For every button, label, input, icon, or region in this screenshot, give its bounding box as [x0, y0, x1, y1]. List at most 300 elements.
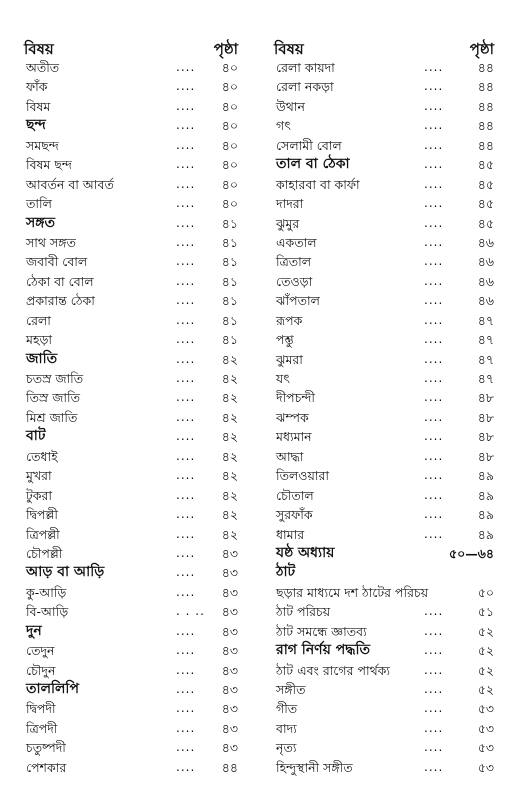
toc-entry [274, 447, 494, 466]
entry-page: ৪৪ [477, 98, 494, 114]
toc-entry [24, 544, 238, 563]
entry-title: তেদুন [26, 643, 55, 659]
entry-page: ৪১ [221, 215, 238, 231]
entry-title: মুখরা [26, 468, 52, 484]
leader-dots: .... [424, 137, 444, 152]
leader-dots: .... [176, 643, 196, 658]
toc-entry [274, 58, 494, 77]
entry-title: মিশ্র জাতি [26, 409, 78, 425]
leader-dots: .... [424, 196, 444, 211]
column-header [274, 36, 494, 58]
toc-entry [24, 136, 238, 155]
toc-entry [274, 369, 494, 388]
entry-page: ৫০ [477, 584, 494, 600]
entry-page: ৫০—৬৪ [449, 545, 494, 561]
leader-dots: .... [424, 332, 444, 347]
toc-list [274, 58, 494, 777]
toc-entry [274, 311, 494, 330]
entry-title: নৃত্য [276, 740, 297, 756]
entry-page: ৫৩ [477, 759, 494, 775]
entry-title: পশ্তু [276, 332, 294, 348]
entry-page: ৪৭ [477, 371, 494, 386]
entry-page: ৪৯ [477, 468, 494, 484]
entry-page: ৪০ [221, 176, 238, 192]
entry-page: ৪৩ [221, 643, 238, 659]
entry-title: মধ্যমান [276, 429, 312, 445]
header-page: পৃষ্ঠা [213, 40, 238, 58]
leader-dots: .... [424, 157, 444, 172]
leader-dots: .... [176, 448, 196, 463]
column-header [24, 36, 238, 58]
entry-title: বাট [26, 428, 46, 445]
toc-entry [24, 408, 238, 427]
toc-entry [24, 97, 238, 116]
leader-dots: .... [176, 118, 196, 133]
leader-dots: .... [176, 545, 196, 560]
entry-title: কাহারবা বা কার্ফা [276, 176, 360, 192]
entry-page: ৪৮ [477, 448, 494, 464]
toc-entry [24, 622, 238, 641]
entry-title: ঝম্পক [276, 409, 309, 425]
entry-title: পেশকার [26, 759, 67, 775]
entry-title: চৌদুন [26, 662, 56, 678]
toc-entry [24, 272, 238, 291]
leader-dots: .... [176, 293, 196, 308]
entry-page: ৪৬ [477, 293, 494, 309]
toc-entry [24, 252, 238, 271]
toc-entry [274, 641, 494, 660]
leader-dots: .... [424, 429, 444, 444]
toc-entry [274, 699, 494, 718]
leader-dots: .... [424, 604, 444, 619]
leader-dots: .... [176, 584, 196, 599]
entry-page: ৪১ [221, 312, 238, 328]
entry-page: ৪৪ [221, 759, 238, 775]
entry-page: ৪৩ [221, 662, 238, 678]
toc-entry [274, 758, 494, 777]
toc-entry [274, 116, 494, 135]
entry-page: ৪০ [221, 60, 238, 75]
entry-title: রেলা [26, 312, 51, 328]
leader-dots: .... [424, 740, 444, 755]
entry-page: ৪২ [221, 371, 238, 386]
toc-entry [274, 136, 494, 155]
header-subject: বিষয় [24, 40, 54, 58]
toc-entry [24, 175, 238, 194]
entry-title: ঠাট সমন্ধে জ্ঞাতব্য [276, 623, 367, 639]
entry-title: প্রকারান্ত ঠেকা [26, 293, 95, 309]
entry-title: বিষম ছন্দ [26, 157, 72, 173]
leader-dots: .... [424, 409, 444, 424]
leader-dots: .... [176, 487, 196, 502]
entry-page: ৪৪ [477, 137, 494, 153]
entry-page: ৫১ [477, 604, 494, 620]
entry-page: ৪২ [221, 507, 238, 523]
entry-title: অতীত [26, 60, 60, 75]
entry-page: ৪৪ [477, 60, 494, 75]
leader-dots: .... [176, 759, 196, 774]
leader-dots: .... [176, 351, 196, 366]
leader-dots: .... [424, 643, 444, 658]
leader-dots: .... [424, 487, 444, 502]
leader-dots: .... [424, 390, 444, 405]
leader-dots: .... [176, 526, 196, 541]
entry-page: ৫২ [477, 662, 494, 678]
entry-title: ঠাট [276, 564, 296, 581]
entry-page: ৪৬ [477, 234, 494, 250]
entry-title: ঠাট পরিচয় [276, 604, 331, 620]
entry-title: আবর্তন বা আবর্ত [26, 176, 114, 192]
leader-dots: .... [424, 273, 444, 288]
entry-page: ৪৫ [477, 196, 494, 212]
toc-entry [24, 233, 238, 252]
entry-title: ঝুমরা [276, 351, 303, 367]
toc-entry [24, 563, 238, 582]
toc-entry [24, 680, 238, 699]
leader-dots: .... [176, 312, 196, 327]
leader-dots: .... [176, 137, 196, 152]
toc-entry [274, 602, 494, 621]
entry-page: ৪২ [221, 390, 238, 406]
leader-dots: .... [176, 196, 196, 211]
entry-page: ৪২ [221, 429, 238, 445]
leader-dots: .... [424, 371, 444, 385]
toc-entry [274, 350, 494, 369]
toc-entry [274, 544, 494, 563]
entry-page: ৫৩ [477, 720, 494, 736]
header-subject: বিষয় [274, 40, 304, 58]
toc-page [24, 36, 494, 781]
entry-page: ৫২ [477, 643, 494, 659]
toc-entry [24, 427, 238, 446]
entry-title: সুরফাঁক [276, 507, 313, 523]
entry-page: ৪৩ [221, 623, 238, 639]
leader-dots: .... [176, 215, 196, 230]
entry-title: ধামার [276, 526, 305, 542]
entry-title: চতস্র জাতি [26, 371, 84, 386]
entry-page: ৫৩ [477, 701, 494, 717]
entry-page: ৪০ [221, 79, 238, 95]
entry-title: ফাঁক [26, 79, 48, 95]
toc-column-right [274, 36, 494, 781]
toc-entry [24, 116, 238, 135]
leader-dots: .... [176, 176, 196, 191]
toc-entry [274, 214, 494, 233]
leader-dots: .... [424, 293, 444, 308]
entry-page: ৪৫ [477, 215, 494, 231]
entry-title: দ্বিপদী [26, 701, 56, 717]
entry-page: ৪৬ [477, 254, 494, 270]
leader-dots: .... [424, 682, 444, 696]
toc-entry [274, 77, 494, 96]
leader-dots: .... [176, 429, 196, 444]
entry-page: ৪১ [221, 332, 238, 348]
leader-dots: .... [176, 79, 196, 94]
entry-page: ৪৪ [477, 118, 494, 134]
entry-title: উথান [276, 98, 305, 114]
leader-dots: .... [424, 60, 444, 74]
toc-entry [24, 641, 238, 660]
leader-dots: .... [176, 371, 196, 385]
toc-entry [24, 505, 238, 524]
entry-page: ৪২ [221, 409, 238, 425]
leader-dots: .... [176, 565, 196, 580]
entry-title: দাদরা [276, 196, 304, 212]
entry-title: চৌতাল [276, 487, 314, 503]
toc-entry [24, 719, 238, 738]
toc-entry [274, 505, 494, 524]
entry-page: ৪৩ [221, 682, 238, 697]
toc-entry [274, 719, 494, 738]
leader-dots: .... [176, 157, 196, 172]
leader-dots: .... [176, 98, 196, 113]
leader-dots: .... [424, 720, 444, 735]
entry-page: ৪৩ [221, 584, 238, 600]
leader-dots: .... [176, 409, 196, 424]
entry-title: রাগ নির্ণয় পদ্ধতি [276, 642, 371, 659]
entry-page: ৪৭ [477, 351, 494, 367]
toc-entry [24, 758, 238, 777]
leader-dots: .... [424, 215, 444, 230]
entry-page: ৪৪ [477, 79, 494, 95]
leader-dots: .... [176, 682, 196, 696]
entry-title: বিষম [26, 98, 51, 114]
toc-entry [24, 155, 238, 174]
entry-page: ৪৫ [477, 157, 494, 173]
toc-list [24, 58, 238, 777]
toc-entry [274, 408, 494, 427]
leader-dots: .... [424, 79, 444, 94]
toc-entry [274, 291, 494, 310]
toc-entry [274, 97, 494, 116]
toc-entry [274, 252, 494, 271]
entry-title: তেধাই [26, 448, 58, 464]
entry-page: ৪৩ [221, 604, 238, 620]
entry-title: জাতি [26, 350, 58, 367]
entry-title: তিস্র জাতি [26, 390, 80, 406]
leader-dots: .... [424, 507, 444, 522]
entry-page: ৪৯ [477, 487, 494, 503]
entry-title: সেলামী বোল [276, 137, 342, 153]
toc-entry [274, 233, 494, 252]
entry-page: ৪২ [221, 448, 238, 464]
entry-title: রূপক [276, 312, 303, 328]
toc-entry [274, 680, 494, 699]
entry-title: বি-আড়ি [26, 604, 69, 620]
entry-page: ৪১ [221, 234, 238, 250]
toc-entry [24, 699, 238, 718]
leader-dots: .... [424, 254, 444, 269]
toc-entry [274, 661, 494, 680]
entry-page: ৪২ [221, 526, 238, 542]
leader-dots: .... [176, 390, 196, 405]
entry-title: জবাবী বোল [26, 254, 88, 270]
leader-dots: .... [424, 448, 444, 463]
entry-title: বাদ্য [276, 720, 297, 736]
entry-title: ছড়ার মাধ্যমে দশ ঠাটের পরিচয় [276, 584, 429, 600]
leader-dots: .... [424, 759, 444, 774]
leader-dots: . . .. [176, 604, 205, 619]
entry-title: হিন্দুস্থানী সঙ্গীত [276, 759, 353, 775]
entry-title: চৌপল্লী [26, 545, 63, 561]
entry-title: যৎ [276, 371, 290, 386]
entry-page: ৫৩ [477, 740, 494, 756]
entry-title: আদ্ধা [276, 448, 304, 464]
toc-entry [24, 583, 238, 602]
entry-title: সঙ্গত [26, 214, 56, 231]
toc-entry [274, 155, 494, 174]
entry-page: ৪৩ [221, 545, 238, 561]
entry-title: ত্রিপল্লী [26, 526, 60, 542]
entry-page: ৪৮ [477, 390, 494, 406]
header-page: পৃষ্ঠা [469, 40, 494, 58]
toc-entry [24, 602, 238, 621]
toc-entry [24, 77, 238, 96]
leader-dots: .... [176, 623, 196, 638]
entry-title: সঙ্গীত [276, 682, 306, 697]
toc-entry [24, 466, 238, 485]
entry-page: ৪৩ [221, 701, 238, 717]
toc-entry [274, 622, 494, 641]
leader-dots: .... [424, 623, 444, 638]
toc-column-left [24, 36, 238, 781]
toc-entry [274, 330, 494, 349]
entry-title: যষ্ঠ অধ্যায় [276, 544, 335, 561]
entry-page: ৪০ [221, 157, 238, 173]
toc-entry [274, 427, 494, 446]
entry-title: ঠেকা বা বোল [26, 273, 94, 289]
leader-dots: .... [424, 118, 444, 133]
entry-page: ৪৮ [477, 409, 494, 425]
entry-title: ঠাট এবং রাগের পার্থক্য [276, 662, 391, 678]
entry-title: আড় বা আড়ি [26, 564, 105, 581]
toc-entry [24, 58, 238, 77]
leader-dots: .... [176, 720, 196, 735]
entry-title: তাল বা ঠেকা [276, 156, 350, 173]
leader-dots: .... [176, 60, 196, 74]
leader-dots: .... [424, 176, 444, 191]
toc-entry [274, 194, 494, 213]
entry-title: দুন [26, 622, 42, 639]
toc-entry [24, 447, 238, 466]
entry-title: ঝুমুর [276, 215, 300, 231]
entry-page: ৪২ [221, 351, 238, 367]
entry-title: তালি [26, 196, 52, 212]
toc-entry [24, 350, 238, 369]
entry-page: ৪০ [221, 118, 238, 134]
toc-entry [274, 525, 494, 544]
entry-title: তাললিপি [26, 681, 79, 697]
leader-dots: .... [176, 662, 196, 677]
entry-title: ঝাঁপতাল [276, 293, 320, 309]
toc-entry [274, 388, 494, 407]
entry-page: ৪৮ [477, 429, 494, 445]
toc-entry [24, 194, 238, 213]
entry-page: ৪৫ [477, 176, 494, 192]
entry-title: ত্রিপদী [26, 720, 58, 736]
leader-dots: .... [424, 526, 444, 541]
entry-title: গৎ [276, 118, 291, 134]
entry-page: ৪২ [221, 487, 238, 503]
entry-title: টুকরা [26, 487, 53, 503]
toc-entry [274, 738, 494, 757]
toc-entry [24, 525, 238, 544]
entry-page: ৫২ [477, 682, 494, 697]
toc-entry [274, 583, 494, 602]
entry-page: ৪৯ [477, 507, 494, 523]
entry-title: রেলা কায়দা [276, 60, 335, 75]
leader-dots: .... [424, 662, 444, 677]
entry-title: রেলা নকড়া [276, 79, 334, 95]
leader-dots: .... [176, 507, 196, 522]
entry-page: ৪১ [221, 293, 238, 309]
toc-entry [24, 214, 238, 233]
entry-page: ৪৩ [221, 565, 238, 581]
entry-page: ৪০ [221, 196, 238, 212]
entry-title: ত্রিতাল [276, 254, 312, 270]
entry-title: দীপচন্দী [276, 390, 315, 406]
entry-title: তেওড়া [276, 273, 313, 289]
leader-dots: .... [424, 468, 444, 483]
leader-dots: .... [424, 234, 444, 249]
toc-entry [24, 738, 238, 757]
toc-entry [274, 466, 494, 485]
entry-page: ৪৩ [221, 740, 238, 756]
toc-entry [274, 175, 494, 194]
toc-entry [274, 563, 494, 582]
toc-entry [274, 486, 494, 505]
toc-entry [24, 388, 238, 407]
entry-page: ৪০ [221, 137, 238, 153]
entry-page: ৪৭ [477, 312, 494, 328]
entry-page: ৪৩ [221, 720, 238, 736]
entry-title: গীত [276, 701, 298, 717]
entry-title: দ্বিপল্লী [26, 507, 58, 523]
entry-page: ৪৬ [477, 273, 494, 289]
entry-page: ৪১ [221, 254, 238, 270]
leader-dots: .... [176, 701, 196, 716]
entry-title: সমছন্দ [26, 137, 59, 153]
toc-entry [274, 272, 494, 291]
entry-title: ছন্দ [26, 117, 46, 134]
entry-title: তিলওয়ারা [276, 468, 329, 484]
toc-entry [24, 369, 238, 388]
leader-dots: .... [424, 98, 444, 113]
entry-title: কু-আড়ি [26, 584, 67, 600]
entry-title: চতুষ্পদী [26, 740, 66, 756]
leader-dots: .... [176, 468, 196, 483]
toc-entry [24, 486, 238, 505]
entry-page: ৪৭ [477, 332, 494, 348]
leader-dots: .... [176, 332, 196, 347]
leader-dots: .... [176, 234, 196, 249]
entry-page: ৪০ [221, 98, 238, 114]
toc-entry [24, 330, 238, 349]
leader-dots: .... [424, 312, 444, 327]
leader-dots: .... [424, 701, 444, 716]
entry-page: ৪৯ [477, 526, 494, 542]
leader-dots: .... [424, 351, 444, 366]
leader-dots: .... [176, 254, 196, 269]
entry-title: মহড়া [26, 332, 53, 348]
entry-page: ৪২ [221, 468, 238, 484]
entry-title: সাথ সঙ্গত [26, 234, 76, 250]
entry-page: ৪১ [221, 273, 238, 289]
toc-entry [24, 291, 238, 310]
toc-entry [24, 311, 238, 330]
leader-dots: .... [176, 273, 196, 288]
entry-page: ৫২ [477, 623, 494, 639]
